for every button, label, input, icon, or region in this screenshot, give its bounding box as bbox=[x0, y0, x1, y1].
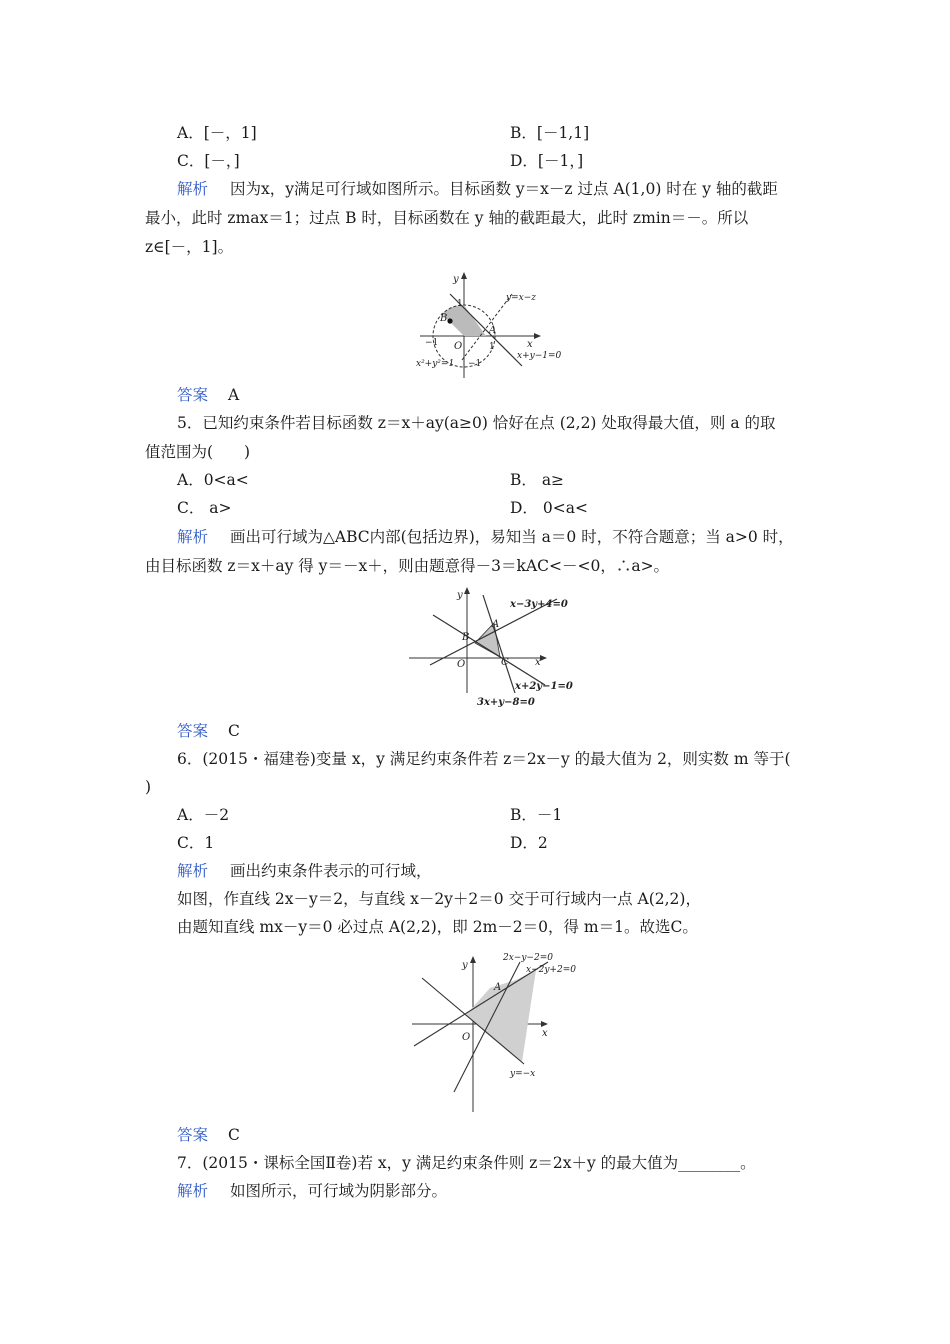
q4-option-a: A．[－，1] bbox=[177, 124, 257, 142]
q4-analysis-line2: 最小，此时 zmax＝1；过点 B 时，目标函数在 y 轴的截距最大，此时 zmin＝－。所以 bbox=[145, 209, 749, 227]
q6-figure bbox=[408, 948, 588, 1116]
origin-label: O bbox=[454, 341, 463, 352]
q4-option-b: B．[－1,1] bbox=[510, 124, 590, 142]
q6-option-a: A．－2 bbox=[177, 806, 230, 824]
line3-label: 3x+y−8=0 bbox=[477, 697, 535, 708]
q4-option-c: C．[－，] bbox=[177, 152, 240, 170]
line2-label: x−2y+2=0 bbox=[526, 965, 576, 975]
x-axis-arrow bbox=[541, 1021, 548, 1027]
tick-one-right: 1 bbox=[489, 342, 495, 352]
q7-analysis-label: 解析 bbox=[177, 1182, 209, 1200]
y-axis-arrow bbox=[470, 956, 476, 963]
q6-option-b: B．－1 bbox=[510, 806, 563, 824]
q6-stem-line1: 6．(2015・福建卷)变量 x，y 满足约束条件若 z＝2x－y 的最大值为 2，则实数 m 等于( bbox=[177, 750, 791, 768]
q5-answer: C bbox=[228, 722, 240, 740]
y-axis-label: y bbox=[453, 274, 459, 285]
tick-neg1-left: −1 bbox=[425, 338, 439, 348]
point-a-label: A bbox=[489, 325, 497, 336]
point-b bbox=[447, 318, 452, 323]
tick-one-top: 1 bbox=[457, 299, 463, 309]
q5-option-a: A．0<a< bbox=[177, 471, 249, 489]
tick-neg1-bottom: −1 bbox=[468, 359, 482, 369]
line1-label: 2x−y−2=0 bbox=[503, 953, 553, 963]
y-axis-arrow bbox=[461, 272, 467, 279]
line1-label: x−3y+4=0 bbox=[510, 599, 568, 610]
point-c-label: C bbox=[501, 657, 509, 668]
x-axis-label: x bbox=[542, 1028, 548, 1039]
x-axis-label: x bbox=[527, 339, 533, 350]
feasible-region bbox=[464, 305, 486, 336]
x-axis-arrow bbox=[534, 333, 541, 339]
q5-option-b: B． a≥ bbox=[510, 471, 565, 489]
point-a-label: A bbox=[492, 619, 500, 630]
q5-stem-line1: 5．已知约束条件若目标函数 z＝x＋ay(a≥0) 恰好在点 (2,2) 处取得最大值，则 a 的取 bbox=[177, 414, 776, 432]
q5-stem-line2: 值范围为( ) bbox=[145, 443, 251, 461]
q4-analysis-line1: 因为x，y满足可行域如图所示。目标函数 y＝x－z 过点 A(1,0) 时在 y 轴的截距 bbox=[230, 180, 778, 198]
q5-option-c: C． a> bbox=[177, 499, 232, 517]
q6-option-c: C．1 bbox=[177, 834, 215, 852]
q5-analysis-line1: 画出可行域为△ABC内部(包括边界)，易知当 a＝0 时，不符合题意；当 a>0 时， bbox=[230, 528, 794, 546]
q6-stem-line2: ) bbox=[145, 778, 152, 796]
line2-label: x+2y−1=0 bbox=[515, 681, 573, 692]
q6-answer: C bbox=[228, 1126, 240, 1144]
q5-figure bbox=[405, 585, 585, 710]
q5-answer-label: 答案 bbox=[177, 722, 209, 740]
x-axis-arrow bbox=[540, 655, 547, 661]
q4-analysis-label: 解析 bbox=[177, 180, 209, 198]
q6-answer-label: 答案 bbox=[177, 1126, 209, 1144]
origin-label: O bbox=[457, 659, 466, 670]
q6-analysis-line3: 由题知直线 mx－y＝0 必过点 A(2,2)，即 2m－2＝0，得 m＝1。故选C。 bbox=[177, 918, 698, 936]
q4-answer: A bbox=[228, 386, 240, 404]
circle-label: x²+y²=1 bbox=[416, 359, 455, 369]
q5-option-d: D． 0<a< bbox=[510, 499, 588, 517]
y-axis-arrow bbox=[464, 587, 470, 594]
q4-answer-label: 答案 bbox=[177, 386, 209, 404]
q6-analysis-line2: 如图，作直线 2x－y＝2，与直线 x－2y＋2＝0 交于可行域内一点 A(2,2)， bbox=[177, 890, 701, 908]
line2-label: x+y−1=0 bbox=[517, 351, 562, 361]
q5-analysis-line2: 由目标函数 z＝x＋ay 得 y＝－x＋，则由题意得－3＝kAC<－<0，∴a>。 bbox=[145, 557, 670, 575]
q4-option-d: D．[－1，] bbox=[510, 152, 584, 170]
line3-label: y=−x bbox=[510, 1069, 536, 1079]
line1-label: y=x−z bbox=[506, 293, 536, 303]
q7-analysis: 如图所示，可行域为阴影部分。 bbox=[230, 1182, 448, 1200]
q5-analysis-label: 解析 bbox=[177, 528, 209, 546]
line-x-2y bbox=[433, 615, 545, 685]
q7-stem: 7．(2015・课标全国Ⅱ卷)若 x，y 满足约束条件则 z＝2x＋y 的最大值为________。 bbox=[177, 1154, 756, 1172]
origin-label: O bbox=[462, 1032, 471, 1043]
q6-analysis-line1: 画出约束条件表示的可行域， bbox=[230, 862, 432, 880]
q4-figure bbox=[412, 268, 572, 380]
x-axis-label: x bbox=[535, 657, 541, 668]
q6-option-d: D．2 bbox=[510, 834, 548, 852]
y-axis-label: y bbox=[457, 590, 463, 601]
point-b-label: B bbox=[462, 632, 470, 643]
point-a-label: A bbox=[494, 982, 502, 993]
y-axis-label: y bbox=[462, 960, 468, 971]
q4-analysis-line3: z∈[－，1]。 bbox=[145, 238, 234, 256]
point-b-label: B bbox=[440, 313, 448, 324]
q6-analysis-label: 解析 bbox=[177, 862, 209, 880]
